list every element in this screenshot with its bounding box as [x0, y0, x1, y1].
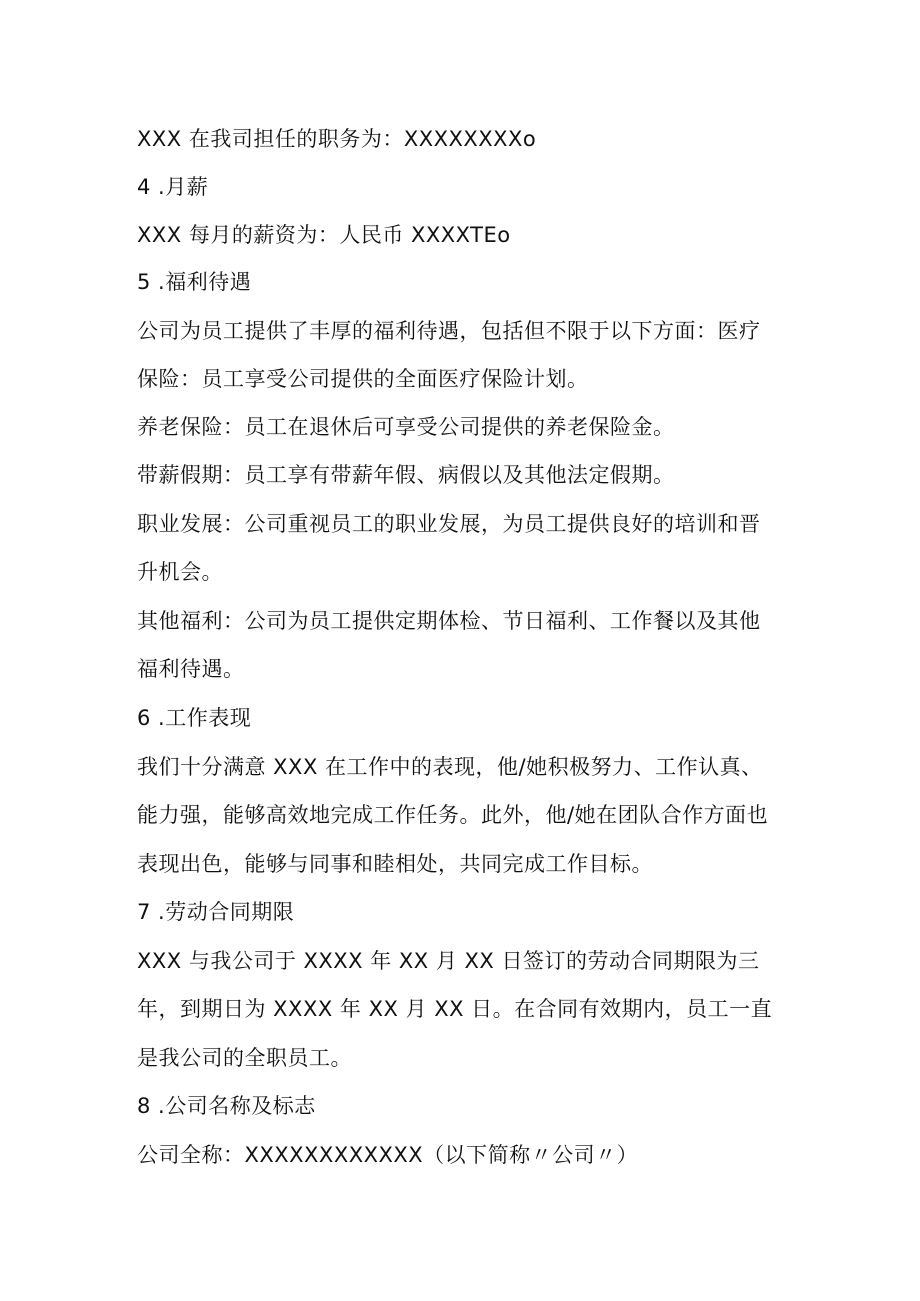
salary-text: XXX 每月的薪资为：人民币 XXXXTEo: [137, 223, 511, 247]
company-full-name-text: 公司全称：XXXXXXXXXXXX（以下简称〃公司〃）: [137, 1143, 639, 1167]
section-heading-performance: 6 .工作表现: [137, 706, 252, 730]
performance-paragraph-line: 我们十分满意 XXX 在工作中的表现，他/她积极努力、工作认真、: [137, 755, 763, 779]
performance-paragraph-line: 表现出色，能够与同事和睦相处，共同完成工作目标。: [137, 852, 653, 876]
contract-paragraph-line: 是我公司的全职员工。: [137, 1046, 352, 1070]
section-heading-benefits: 5 .福利待遇: [137, 270, 252, 294]
benefits-paragraph-line: 公司为员工提供了丰厚的福利待遇，包括但不限于以下方面：医疗: [137, 319, 761, 343]
section-heading-company-name: 8 .公司名称及标志: [137, 1094, 316, 1118]
paid-leave-text: 带薪假期：员工享有带薪年假、病假以及其他法定假期。: [137, 463, 675, 487]
other-benefits-line: 福利待遇。: [137, 657, 245, 681]
contract-paragraph-line: 年，到期日为 XXXX 年 XX 月 XX 日。在合同有效期内，员工一直: [137, 997, 773, 1021]
career-development-line: 升机会。: [137, 560, 223, 584]
career-development-line: 职业发展：公司重视员工的职业发展，为员工提供良好的培训和晋: [137, 512, 761, 536]
benefits-paragraph-line: 保险：员工享受公司提供的全面医疗保险计划。: [137, 367, 589, 391]
section-heading-contract-term: 7 .劳动合同期限: [137, 900, 295, 924]
other-benefits-line: 其他福利：公司为员工提供定期体检、节日福利、工作餐以及其他: [137, 609, 761, 633]
pension-text: 养老保险：员工在退休后可享受公司提供的养老保险金。: [137, 415, 675, 439]
performance-paragraph-line: 能力强，能够高效地完成工作任务。此外，他/她在团队合作方面也: [137, 803, 769, 827]
contract-paragraph-line: XXX 与我公司于 XXXX 年 XX 月 XX 日签订的劳动合同期限为三: [137, 949, 760, 973]
section-heading-salary: 4 .月薪: [137, 175, 209, 199]
position-text: XXX 在我司担任的职务为：XXXXXXXXo: [137, 127, 537, 151]
